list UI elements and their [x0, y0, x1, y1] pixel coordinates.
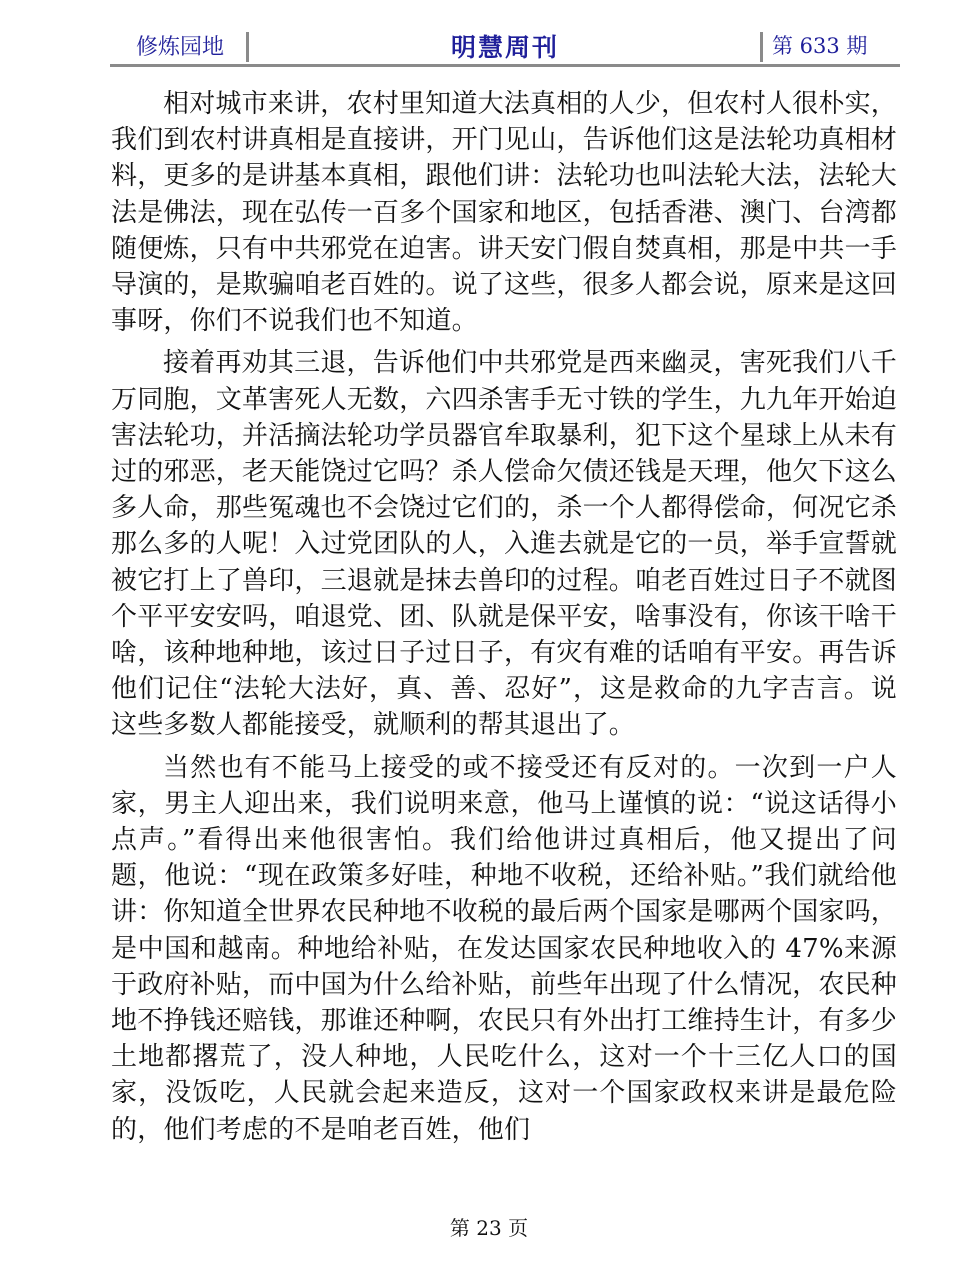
- paragraph-1: 相对城市来讲，农村里知道大法真相的人少，但农村人很朴实，我们到农村讲真相是直接讲，开门见山，告诉他们这是法轮功真相材料，更多的是讲基本真相，跟他们讲：法轮功也叫法轮大法，法轮大法是佛法，现在弘传一百多个国家和地区，包括香港、澳门、台湾都随便炼，只有中共邪党在迫害。讲天安门假自焚真相，那是中共一手导演的，是欺骗咱老百姓的。说了这些，很多人都会说，原来是这回事呀，你们不说我们也不知道。: [111, 89, 898, 337]
- section-title: 修炼园地: [136, 35, 225, 60]
- page-number: 第 23 页: [449, 1216, 529, 1240]
- header-rule: [110, 64, 900, 67]
- header-divider-right: [760, 32, 763, 62]
- issue-number: 第 633 期: [772, 34, 868, 58]
- paragraph-2: 接着再劝其三退，告诉他们中共邪党是西来幽灵，害死我们八千万同胞，文革害死人无数，六四杀害手无寸铁的学生，九九年开始迫害法轮功，并活摘法轮功学员器官牟取暴利，犯下这个星球上从未有过的邪恶，老天能饶过它吗？杀人偿命欠债还钱是天理，他欠下这么多人命，那些冤魂也不会饶过它们的，杀一个人都得偿命，何况它杀那么多的人呢！入过党团队的人，入進去就是它的一员，举手宣誓就被它打上了兽印，三退就是抹去兽印的过程。咱老百姓过日子不就图个平平安安吗，咱退党、团、队就是保平安，啥事没有，你该干啥干啥，该种地种地，该过日子过日子，有灾有难的话咱有平安。再告诉他们记住“法轮大法好，真、善、忍好”，这是救命的九字吉言。说这些多数人都能接受，就顺利的帮其退出了。: [111, 348, 898, 741]
- publication-title: 明慧周刊: [450, 33, 559, 62]
- paragraph-3: 当然也有不能马上接受的或不接受还有反对的。一次到一户人家，男主人迎出来，我们说明来意，他马上谨慎的说：“说这话得小点声。”看得出来他很害怕。我们给他讲过真相后，他又提出了问题，他说：“现在政策多好哇，种地不收税，还给补贴。”我们就给他讲：你知道全世界农民种地不收税的最后两个国家是哪两个国家吗，是中国和越南。种地给补贴，在发达国家农民种地收入的 47%来源于政府补贴，而中国为什么给补贴，前些年出现了什么情况，农民种地不挣钱还赔钱，那谁还种啊，农民只有外出打工维持生计，有多少土地都撂荒了，没人种地，人民吃什么，这对一个十三亿人口的国家，没饭吃，人民就会起来造反，这对一个国家政权来讲是最危险的，他们考虑的不是咱老百姓，他们: [111, 752, 898, 1145]
- page-header: [110, 26, 900, 66]
- article-body: [111, 86, 897, 1154]
